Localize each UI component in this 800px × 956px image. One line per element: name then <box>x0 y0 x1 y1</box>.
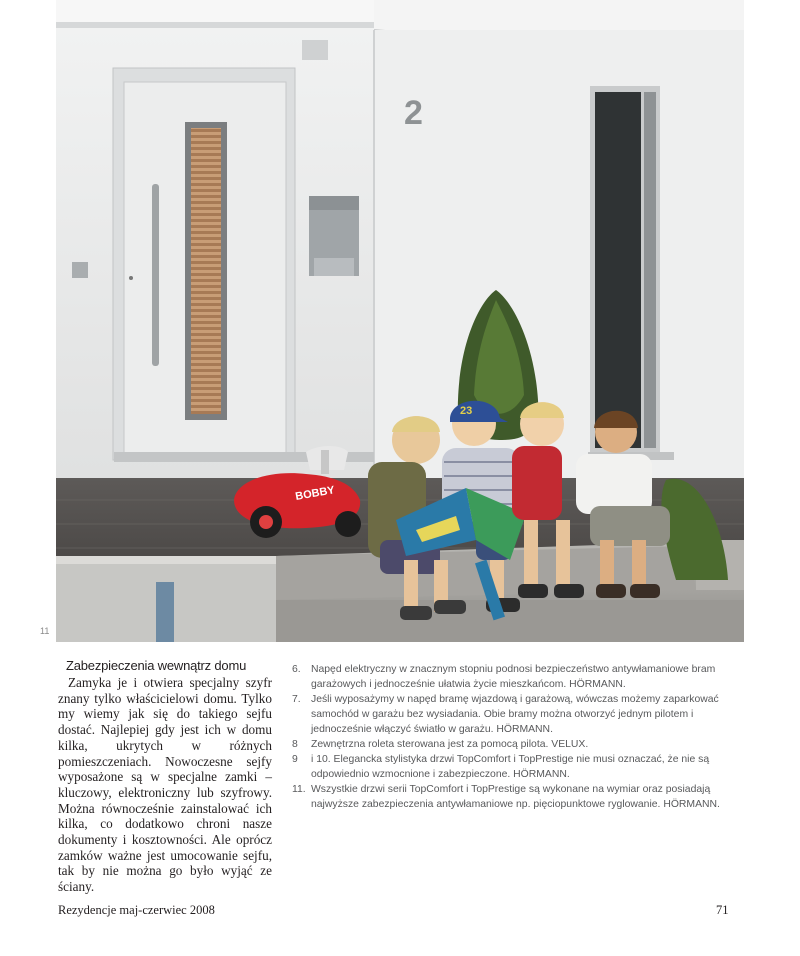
caption-item <box>292 692 742 737</box>
article-column <box>58 658 272 895</box>
caption-number: 9 <box>292 754 298 765</box>
cap-number: 23 <box>460 405 473 417</box>
caption-item <box>292 737 742 752</box>
caption-text: Jeśli wyposażymy w napęd bramę wjazdową i garażową, wówczas możemy zaparkować samochód w garażu bez wysiadania. Obie bramy można otworzyć jednym pilotem i jednocześnie włączyć światło w garażu. HÖRMANN. <box>311 694 719 735</box>
toy-car-label: BOBBY <box>294 484 336 503</box>
photo-captions <box>292 662 742 812</box>
caption-number: 8 <box>292 739 298 750</box>
caption-item <box>292 752 742 782</box>
caption-text: Wszystkie drzwi serii TopComfort i TopPrestige są wykonane na wymiar oraz posiadają najwyższe zabezpieczenia antywłamaniowe np. pięciopunktowe ryglowanie. HÖRMANN. <box>311 784 720 810</box>
footer-page-number: 71 <box>716 903 729 917</box>
caption-text: i 10. Elegancka stylistyka drzwi TopComfort i TopPrestige nie musi oznaczać, że nie są odpowiednio wzmocnione i zabezpieczone. HÖRMANN. <box>311 754 710 780</box>
footer-magazine-name: Rezydencje maj-czerwiec 2008 <box>58 903 215 917</box>
caption-number: 11. <box>292 784 306 795</box>
caption-item <box>292 782 742 812</box>
caption-text: Napęd elektryczny w znacznym stopniu podnosi bezpieczeństwo antywłamaniowe bram garażowych i jednocześnie ułatwia życie mieszkańcom. HÖRMANN. <box>311 664 716 690</box>
caption-text: Zewnętrzna roleta sterowana jest za pomocą pilota. VELUX. <box>311 739 589 750</box>
house-number: 2 <box>404 94 423 132</box>
photo-number-label: 11 <box>40 626 50 636</box>
article-body: Zamyka je i otwiera specjalny szyfr znany tylko właścicielowi domu. Tylko my wiemy jak się do takiego sejfu dostać. Najlepiej gdy jest ich w domu kilka, ukrytych w różnych pomieszczeniach. Nowoczesne sejfy wyposażone są w specjalne zamki – kluczowy, elektroniczny lub szyfrowy. Można równocześnie zainstalować ich kilka, co dodatkowo chroni nasze dokumenty i kosztowności. Ale oprócz zamków ważne jest umocowanie sejfu, tak by nie można go było wyjąć ze ściany. <box>58 675 272 895</box>
caption-item <box>292 662 742 692</box>
house-entrance-photo <box>56 0 744 642</box>
caption-number: 7. <box>292 694 301 705</box>
caption-number: 6. <box>292 664 301 675</box>
article-title: Zabezpieczenia wewnątrz domu <box>66 658 247 673</box>
